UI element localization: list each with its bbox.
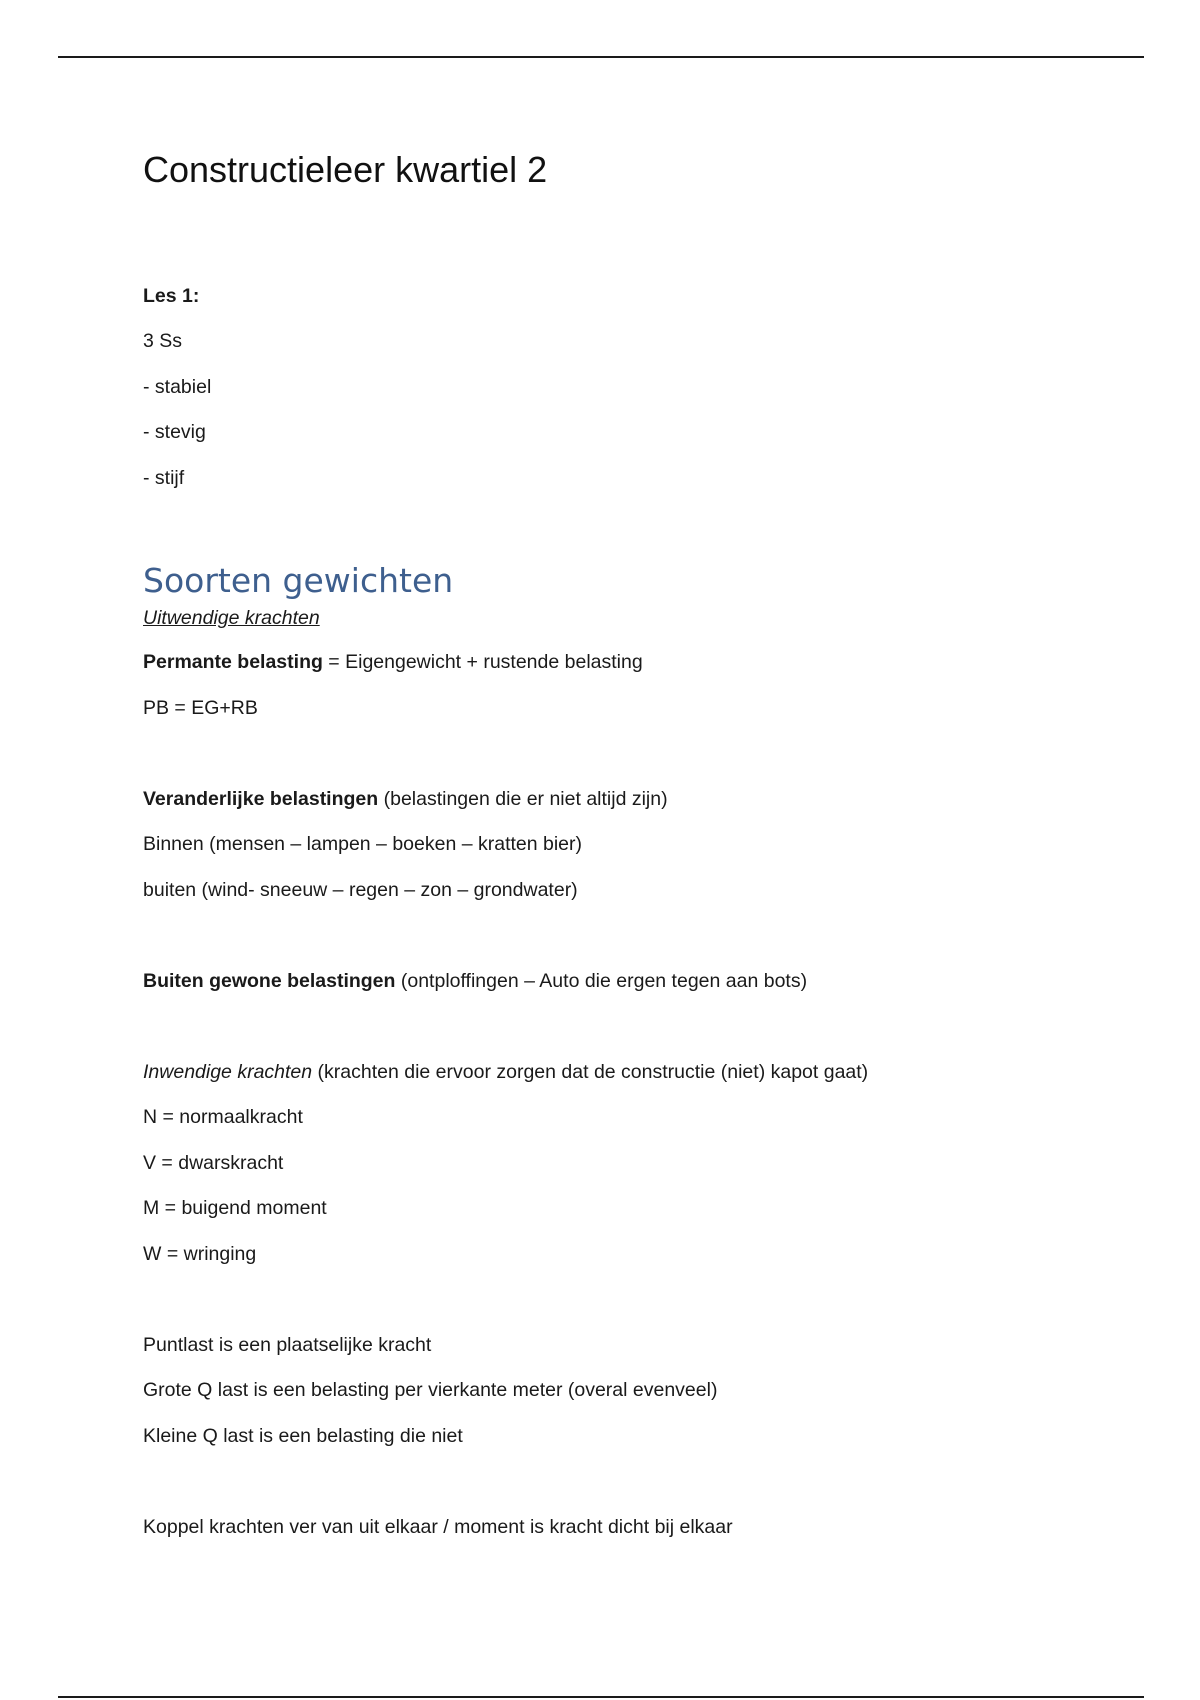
variable-load-line xyxy=(143,787,668,811)
lesson-subheading: 3 Ss xyxy=(143,330,183,352)
list-item: W = wringing xyxy=(143,1243,257,1265)
exceptional-load-line xyxy=(143,969,807,993)
variable-load-note: (belastingen die er niet altijd zijn) xyxy=(378,788,668,810)
document-title: Constructieleer kwartiel 2 xyxy=(143,149,548,190)
variable-load-inside: Binnen (mensen – lampen – boeken – kratten bier) xyxy=(143,833,583,855)
permanent-load-term: Permante belasting xyxy=(143,651,323,673)
internal-forces-line xyxy=(143,1060,868,1084)
list-item: - stevig xyxy=(143,421,206,443)
variable-load-term: Veranderlijke belastingen xyxy=(143,788,379,810)
list-item: - stijf xyxy=(143,467,185,489)
permanent-load-formula: PB = EG+RB xyxy=(143,697,258,719)
list-item: M = buigend moment xyxy=(143,1197,327,1219)
list-item: V = dwarskracht xyxy=(143,1152,284,1174)
external-forces-label: Uitwendige krachten xyxy=(143,607,320,629)
exceptional-load-note: (ontploffingen – Auto die ergen tegen aan bots) xyxy=(395,970,808,992)
permanent-load-line xyxy=(143,650,643,674)
load-note: Grote Q last is een belasting per vierkante meter (overal evenveel) xyxy=(143,1379,718,1401)
list-item: N = normaalkracht xyxy=(143,1106,303,1128)
variable-load-outside: buiten (wind- sneeuw – regen – zon – grondwater) xyxy=(143,879,578,901)
couple-note: Koppel krachten ver van uit elkaar / moment is kracht dicht bij elkaar xyxy=(143,1516,733,1538)
section-heading: Soorten gewichten xyxy=(143,561,454,600)
exceptional-load-term: Buiten gewone belastingen xyxy=(143,970,396,992)
list-item: - stabiel xyxy=(143,376,212,398)
header-rule xyxy=(58,56,1144,58)
load-note: Puntlast is een plaatselijke kracht xyxy=(143,1334,432,1356)
internal-forces-note: (krachten die ervoor zorgen dat de constructie (niet) kapot gaat) xyxy=(312,1061,869,1083)
lesson-heading: Les 1: xyxy=(143,285,200,307)
footer-rule xyxy=(58,1696,1144,1698)
internal-forces-term: Inwendige krachten xyxy=(143,1061,313,1083)
load-note: Kleine Q last is een belasting die niet xyxy=(143,1425,463,1447)
permanent-load-definition: = Eigengewicht + rustende belasting xyxy=(322,651,643,673)
